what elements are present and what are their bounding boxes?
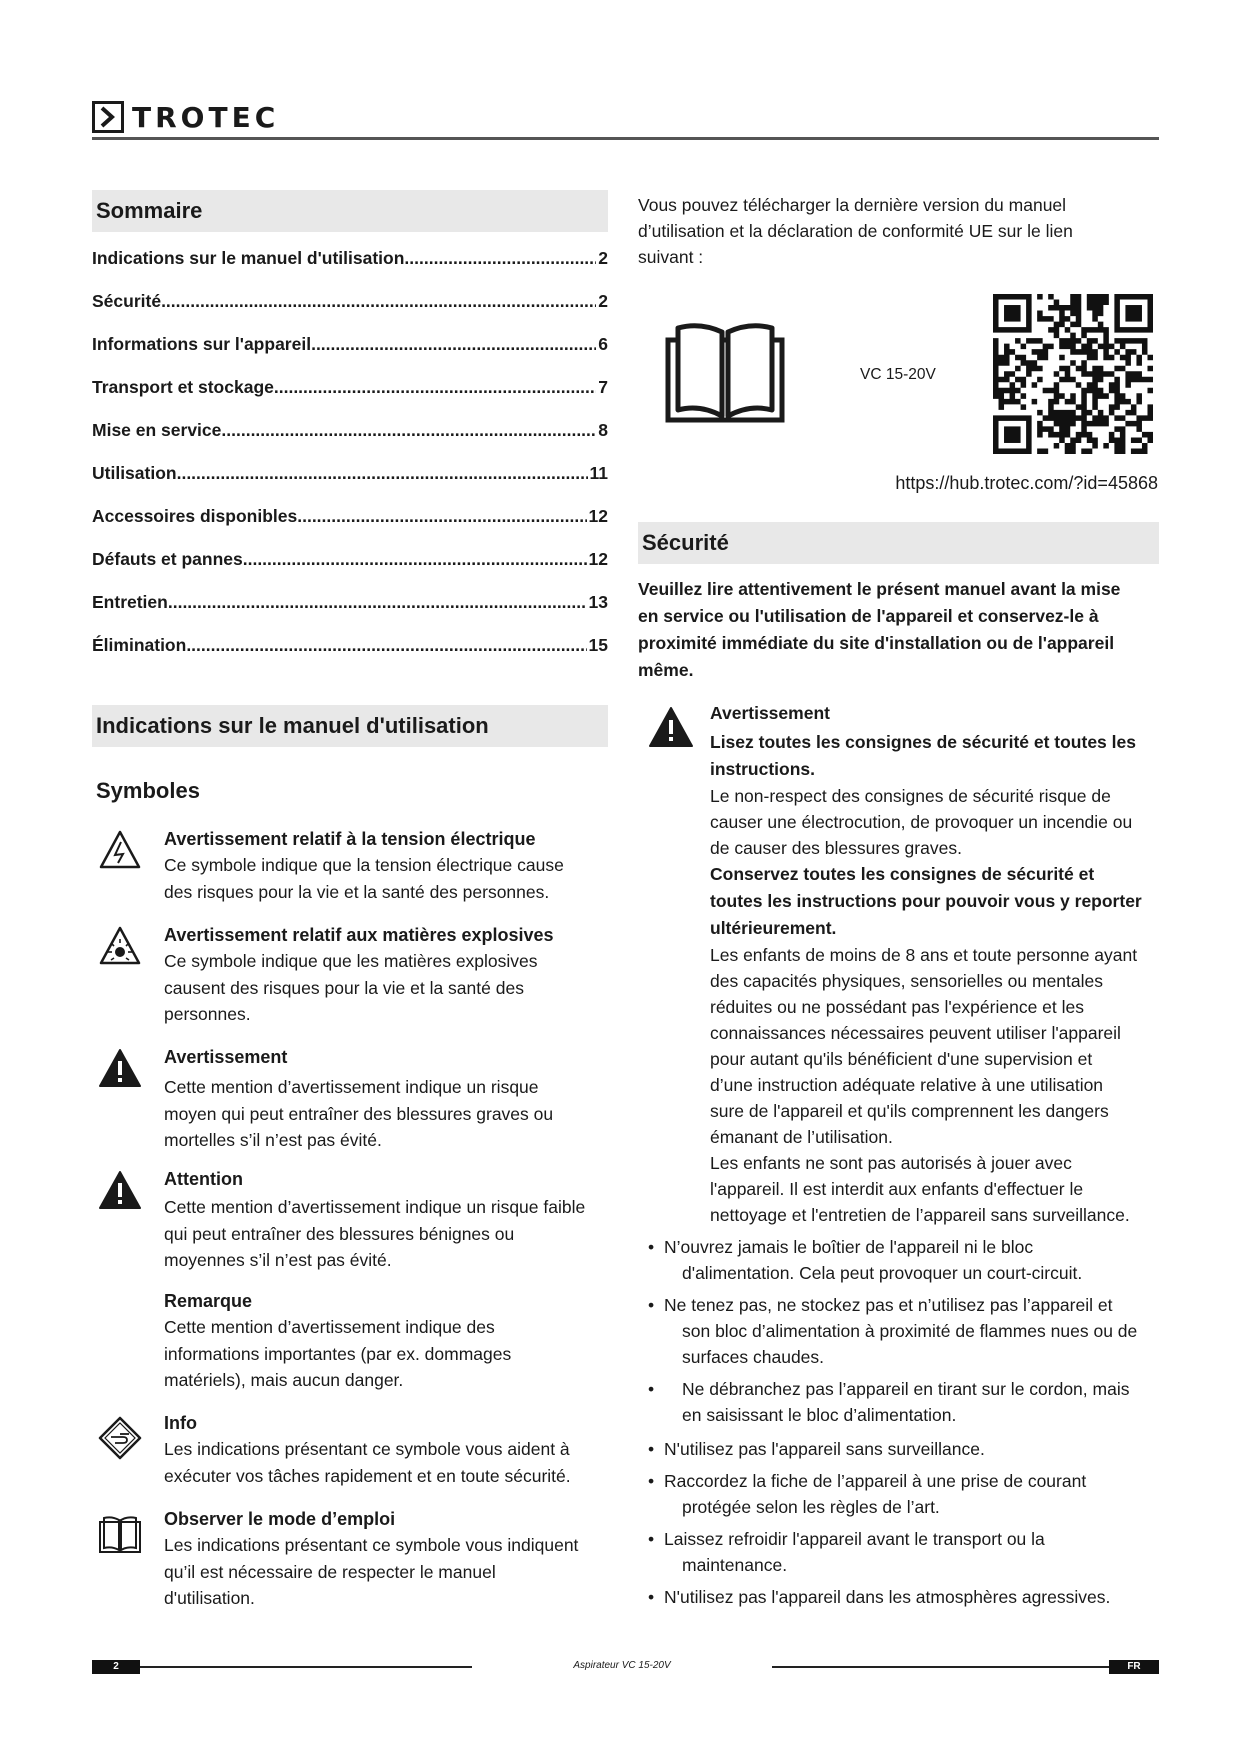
toc-item[interactable]: Mise en service ..... 8 xyxy=(92,420,608,463)
toc-item[interactable]: Transport et stockage ..... 7 xyxy=(92,377,608,420)
footer-language: FR xyxy=(1109,1660,1159,1674)
list-item: • N'utilisez pas l'appareil sans surveillance. xyxy=(648,1439,985,1459)
model-label: VC 15-20V xyxy=(860,366,936,383)
list-item: • N’ouvrez jamais le boîtier de l'appareil ni le bloc d'alimentation. Cela peut provoquer un court-circuit. xyxy=(648,1237,1083,1283)
toc-item[interactable]: Indications sur le manuel d'utilisation ..... 2 xyxy=(92,248,608,291)
toc-item[interactable]: Informations sur l'appareil ..... 6 xyxy=(92,334,608,377)
brand-logo xyxy=(92,100,332,134)
footer-title: Aspirateur VC 15-20V xyxy=(472,1659,772,1673)
security-intro: Veuillez lire attentivement le présent manuel avant la mise en service ou l'utilisation de l'appareil et conservez-le à proximité immédiate du site d'installation ou de l'appareil même. xyxy=(638,579,1121,680)
manual-book-icon xyxy=(664,320,786,424)
toc-item[interactable]: Utilisation ..... 11 xyxy=(92,463,608,506)
symbols-heading: Symboles xyxy=(96,778,200,803)
manual-heading: Indications sur le manuel d'utilisation xyxy=(92,705,608,747)
explosive-warning-icon xyxy=(98,924,142,968)
toc-item[interactable]: Accessoires disponibles ..... 12 xyxy=(92,506,608,549)
trotec-logo-icon xyxy=(92,101,124,133)
download-notice: Vous pouvez télécharger la dernière version du manuel d’utilisation et la déclaration de conformité UE sur le lien suivant : xyxy=(638,195,1073,267)
toc-item[interactable]: Défauts et pannes ..... 12 xyxy=(92,549,608,592)
info-icon xyxy=(98,1416,142,1460)
list-item: • Raccordez la fiche de l’appareil à une prise de courant protégée selon les règles de l’art. xyxy=(648,1471,1087,1517)
toc-item[interactable]: Entretien ..... 13 xyxy=(92,592,608,635)
electric-warning-icon xyxy=(98,828,142,872)
brand-name: TROTEC xyxy=(132,100,280,134)
attention-icon xyxy=(98,1168,142,1212)
security-heading: Sécurité xyxy=(638,522,1159,564)
list-item: • Laissez refroidir l'appareil avant le transport ou la maintenance. xyxy=(648,1529,1045,1575)
toc-heading: Sommaire xyxy=(92,190,608,232)
table-of-contents xyxy=(92,248,608,678)
qr-code-icon[interactable] xyxy=(993,294,1153,454)
toc-item[interactable]: Élimination ..... 15 xyxy=(92,635,608,678)
page-footer xyxy=(92,1660,1159,1674)
footer-page-number: 2 xyxy=(92,1660,140,1674)
warning-icon xyxy=(648,706,694,748)
security-warning-block: Avertissement Lisez toutes les consignes de sécurité et toutes les instructions. Le non-respect des consignes de sécurité risque de causer une électrocution, de provoquer un incendie ou de causer des blessures graves. Conservez toutes les consignes de sécurité et toutes les instructions pour pouvoir vous y reporter ultérieurement. Les enfants de moins de 8 ans et toute personne ayant des capacités physiques, sensorielles ou mentales réduites ou ne possédant pas l'expérience et les connaissances nécessaires peuvent utiliser l'appareil pour autant qu'ils bénéficient d'une supervision et d’une instruction adéquate relative à une utilisation sure de l'appareil et qu'ils comprennent les dangers émanant de l’utilisation. Les enfants ne sont pas autorisés à jouer avec l'appareil. Il est interdit aux enfants d'effectuer le nettoyage et l'entretien de l’appareil sans surveillance. xyxy=(710,703,1142,1225)
manual-book-icon xyxy=(98,1514,142,1558)
download-url[interactable]: https://hub.trotec.com/?id=45868 xyxy=(895,473,1158,493)
list-item: • Ne tenez pas, ne stockez pas et n’utilisez pas l’appareil et son bloc d’alimentation à proximité de flammes nues ou de surfaces chaudes. xyxy=(648,1295,1138,1367)
list-item: • Ne débranchez pas l’appareil en tirant sur le cordon, mais en saisissant le bloc d’alimentation. xyxy=(648,1379,1130,1425)
header-divider xyxy=(92,137,1159,140)
toc-item[interactable]: Sécurité ..... 2 xyxy=(92,291,608,334)
warning-icon xyxy=(98,1046,142,1090)
list-item: • N'utilisez pas l'appareil dans les atmosphères agressives. xyxy=(648,1587,1111,1607)
